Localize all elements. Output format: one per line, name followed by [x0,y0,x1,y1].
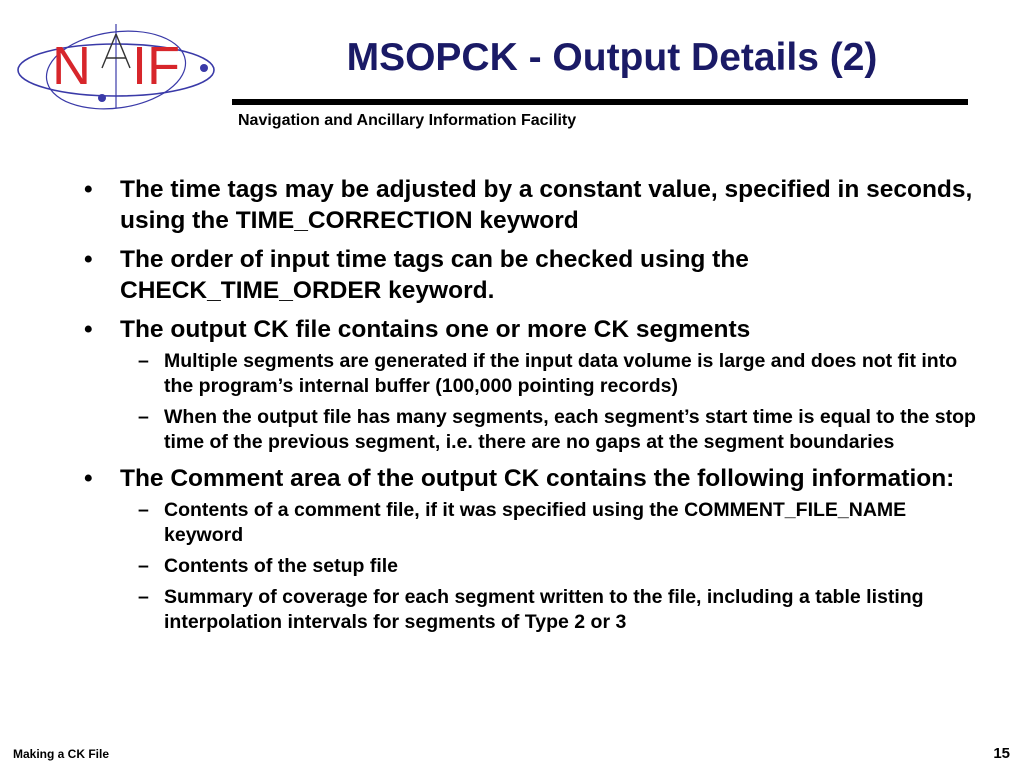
bullet-item [84,244,984,306]
slide-content [84,174,984,643]
bullet-marker: • [84,176,93,203]
sub-bullet-list [120,349,984,455]
sub-bullet-item [84,405,984,455]
sub-bullet-text: Summary of coverage for each segment written to the file, including a table listing interpolation intervals for segments of Type 2 or 3 [164,586,924,633]
naif-logo-graphic [14,22,228,112]
bullet-text: The output CK file contains one or more CK segments [120,316,751,343]
title-rule [232,99,968,105]
bullet-text: The time tags may be adjusted by a constant value, specified in seconds, using the TIME_CORRECTION keyword [120,176,973,234]
page-title: MSOPCK - Output Details (2) [346,36,878,79]
sub-bullet-list [120,498,984,635]
dash-marker: – [138,350,149,372]
sub-bullet-item [84,498,984,548]
page-number: 15 [993,745,1010,762]
dash-marker: – [138,555,149,577]
bullet-marker: • [84,465,93,492]
logo-text-if: IF [132,36,180,96]
sub-bullet-text: Multiple segments are generated if the input data volume is large and does not fit into the program’s internal buffer (100,000 pointing records) [164,350,958,397]
dash-marker: – [138,499,149,521]
dash-marker: – [138,406,149,428]
naif-logo [14,22,228,112]
footer-label: Making a CK File [13,747,110,761]
bullet-item [84,314,984,455]
sub-bullet-text: When the output file has many segments, each segment’s start time is equal to the stop time of the previous segment, i.e. there are no gaps at the segment boundaries [164,406,976,453]
bullet-text: The order of input time tags can be checked using the CHECK_TIME_ORDER keyword. [120,246,749,304]
bullet-marker: • [84,246,93,273]
sub-bullet-text: Contents of a comment file, if it was specified using the COMMENT_FILE_NAME keyword [164,499,907,546]
logo-text-n: N [52,36,91,96]
page-subtitle: Navigation and Ancillary Information Facility [238,112,577,129]
bullet-item [84,174,984,236]
sub-bullet-item [84,349,984,399]
sub-bullet-text: Contents of the setup file [164,555,398,577]
dash-marker: – [138,586,149,608]
bullet-marker: • [84,316,93,343]
bullet-text: The Comment area of the output CK contains the following information: [120,465,955,492]
bullet-item [84,463,984,635]
sub-bullet-item [84,585,984,635]
sub-bullet-item [84,554,984,579]
